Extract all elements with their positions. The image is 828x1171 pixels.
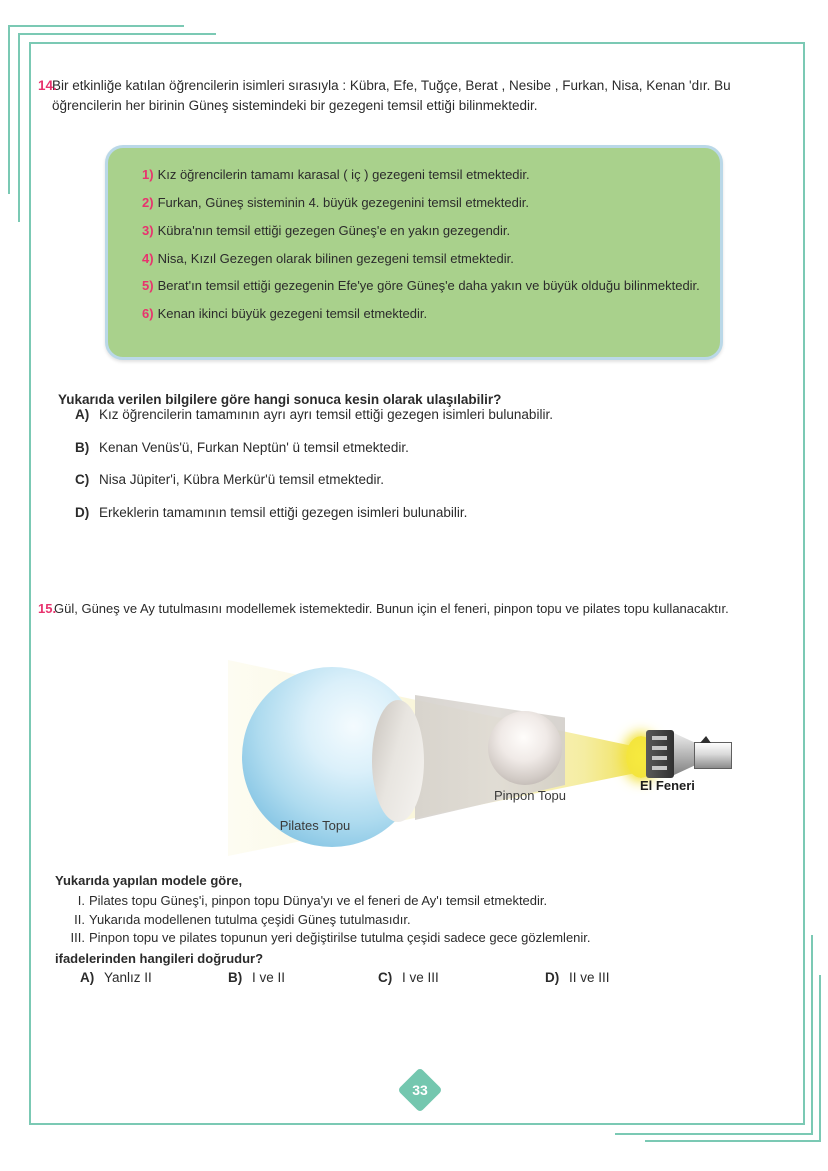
clue-number: 2): [142, 194, 154, 210]
option-b: [228, 970, 285, 985]
option-letter: C): [75, 472, 90, 488]
option-d: [545, 970, 610, 985]
option-letter: A): [80, 970, 95, 985]
option-letter: D): [75, 504, 90, 520]
pingpong-ball: [488, 711, 562, 785]
option-text: Erkeklerin tamamının temsil ettiği gezegen isimleri bulunabilir.: [99, 504, 468, 520]
question-15-prompt: ifadelerinden hangileri doğrudur?: [55, 950, 264, 966]
label-pilates-ball: Pilates Topu: [279, 818, 351, 833]
question-14-stem: [38, 76, 794, 118]
question-15-options: [55, 970, 795, 990]
clue-number: 5): [142, 278, 154, 294]
clue-text: Kübra'nın temsil ettiği gezegen Güneş'e en yakın gezegendir.: [157, 222, 511, 238]
option-c: [378, 970, 439, 985]
question-14-options: [75, 405, 765, 535]
option-letter: B): [228, 970, 243, 985]
option-text: Kız öğrencilerin tamamının ayrı ayrı temsil ettiği gezegen isimleri bulunabilir.: [99, 407, 553, 422]
clue-item: [128, 166, 700, 185]
question-15-body: [55, 872, 795, 968]
clue-item: [128, 194, 700, 213]
statement-numeral: I.: [77, 893, 85, 909]
option-text: Nisa Jüpiter'i, Kübra Merkür'ü temsil etmektedir.: [99, 472, 385, 488]
statement-3: [55, 929, 795, 947]
option-letter: C): [378, 970, 393, 985]
option-letter: D): [545, 970, 560, 985]
statement-numeral: III.: [70, 930, 85, 946]
question-15-stem: [38, 599, 822, 619]
clue-item: [128, 250, 700, 269]
question-14-clue-box: [105, 145, 723, 360]
option-b: [75, 438, 765, 458]
statement-text: Pilates topu Güneş'i, pinpon topu Dünya'yı ve el feneri de Ay'ı temsil etmektedir.: [89, 893, 548, 909]
option-text: Yanlız II: [104, 970, 152, 985]
clue-text: Nisa, Kızıl Gezegen olarak bilinen gezegeni temsil etmektedir.: [157, 250, 514, 266]
statement-1: [55, 892, 795, 910]
clue-text: Furkan, Güneş sisteminin 4. büyük gezegenini temsil etmektedir.: [157, 194, 529, 210]
label-pingpong-ball: Pinpon Topu: [493, 788, 567, 803]
question-14-prompt: Yukarıda verilen bilgilere göre hangi sonuca kesin olarak ulaşılabilir?: [58, 391, 502, 407]
clue-item: [128, 222, 700, 241]
option-letter: B): [75, 439, 90, 455]
option-a: [80, 970, 152, 985]
statement-text: Pinpon topu ve pilates topunun yeri değiştirilse tutulma çeşidi sadece gece gözlemlenir.: [89, 930, 591, 946]
flashlight-body: [694, 742, 732, 769]
option-a: [75, 405, 765, 425]
shadow-crescent-on-ball: [372, 700, 424, 822]
eclipse-model-diagram: [0, 648, 828, 868]
question-15-text: Gül, Güneş ve Ay tutulmasını modellemek istemektedir. Bunun için el feneri, pinpon topu ve pilates topu kullanacaktır.: [54, 601, 729, 616]
statement-numeral: II.: [74, 911, 85, 927]
question-15-number: 15.: [38, 601, 57, 616]
option-text: II ve III: [569, 970, 610, 985]
option-d: [75, 503, 765, 523]
clue-number: 4): [142, 250, 154, 266]
clue-text: Kız öğrencilerin tamamı karasal ( iç ) gezegeni temsil etmektedir.: [157, 167, 530, 182]
clue-item: [128, 305, 700, 324]
flashlight-icon: [646, 730, 674, 778]
option-text: I ve II: [252, 970, 286, 985]
clue-item: [128, 277, 700, 296]
option-text: I ve III: [402, 970, 439, 985]
question-15-intro: Yukarıda yapılan modele göre,: [55, 873, 243, 888]
statement-2: [55, 911, 795, 929]
option-letter: A): [75, 407, 90, 422]
question-14-number: 14.: [38, 77, 57, 93]
flashlight-head-ridges: [652, 736, 667, 773]
flashlight-cone: [674, 733, 694, 775]
clue-number: 3): [142, 222, 154, 238]
page-number: 33: [412, 1082, 428, 1098]
clue-text: Berat'ın temsil ettiği gezegenin Efe'ye göre Güneş'e daha yakın ve büyük olduğu bilinmektedir.: [157, 278, 700, 294]
statement-text: Yukarıda modellenen tutulma çeşidi Güneş tutulmasıdır.: [89, 911, 411, 927]
clue-number: 6): [142, 306, 154, 322]
flashlight-button: [700, 736, 711, 743]
label-flashlight: El Feneri: [640, 778, 695, 793]
question-14-text: Bir etkinliğe katılan öğrencilerin isimleri sırasıyla : Kübra, Efe, Tuğçe, Berat , Nesibe , Furkan, Nisa, Kenan 'dır. Bu öğrencilerin her birinin Güneş sistemindeki bir gezegeni temsil ettiği bilinmektedir.: [52, 77, 731, 114]
corner-decoration-bottom-right-outer: [645, 975, 821, 1142]
page-number-badge: [397, 1067, 442, 1112]
clue-number: 1): [142, 167, 154, 182]
option-text: Kenan Venüs'ü, Furkan Neptün' ü temsil etmektedir.: [99, 439, 409, 455]
clue-text: Kenan ikinci büyük gezegeni temsil etmektedir.: [157, 306, 428, 322]
option-c: [75, 470, 765, 490]
